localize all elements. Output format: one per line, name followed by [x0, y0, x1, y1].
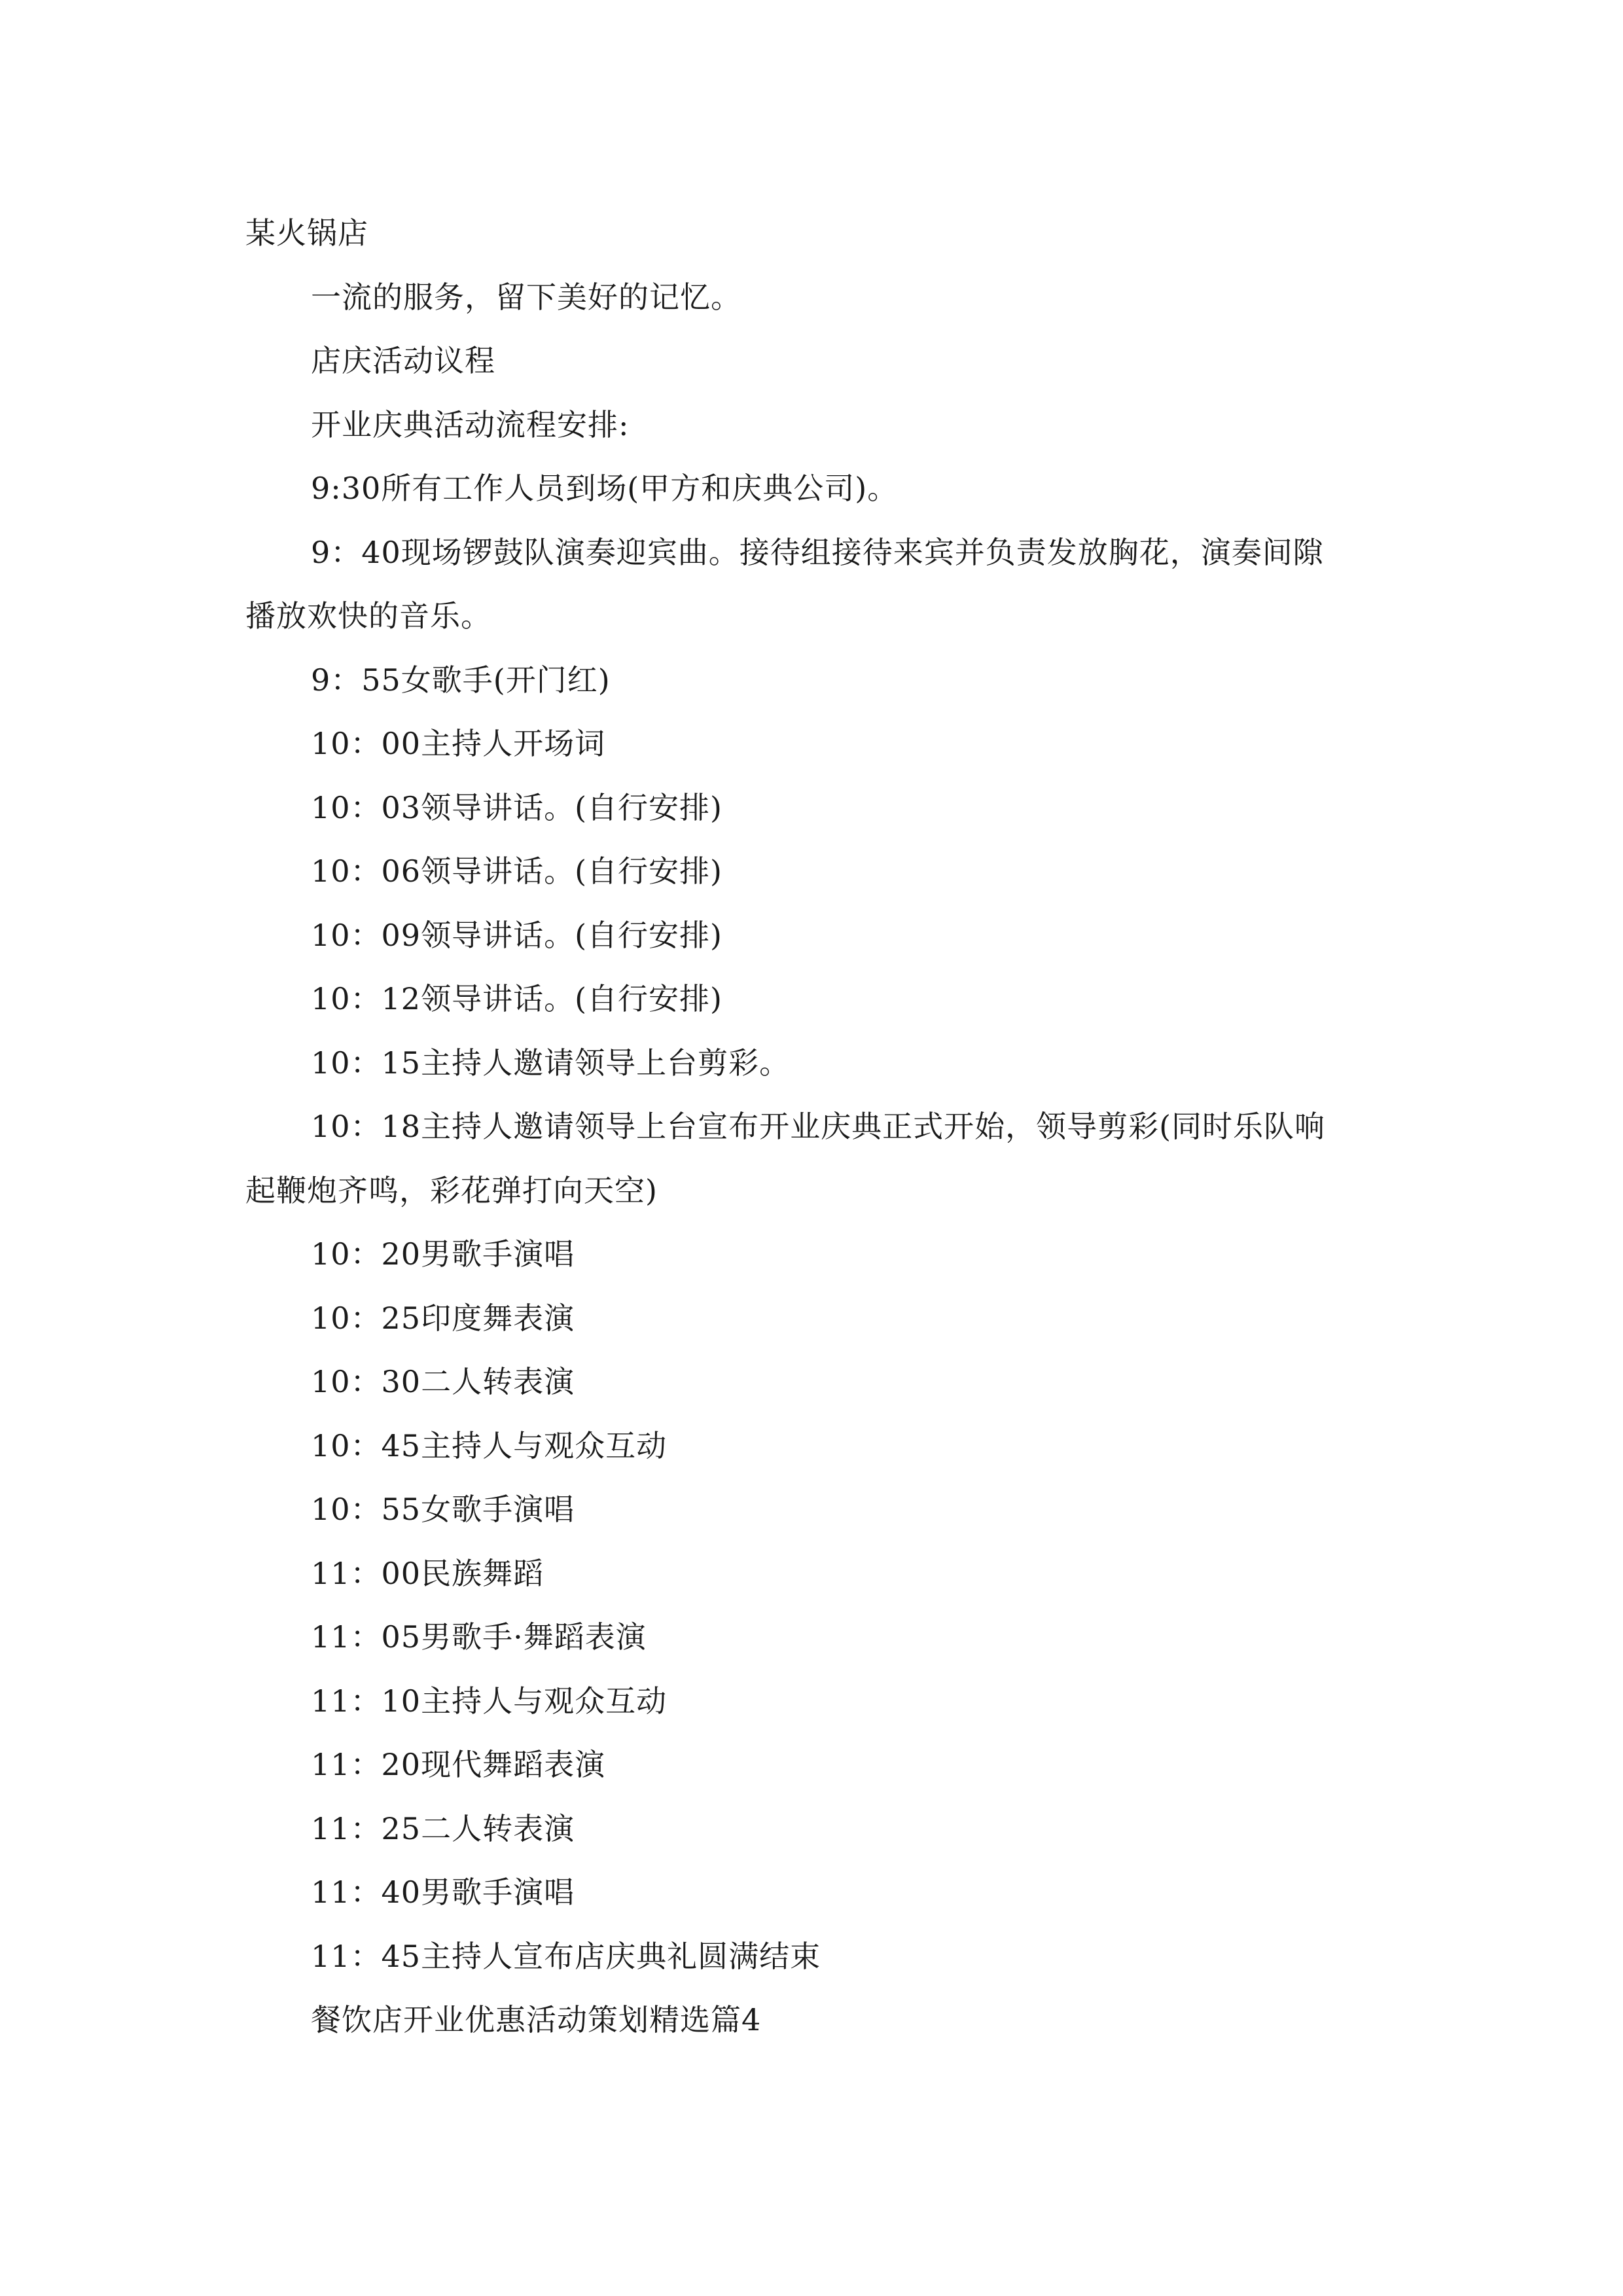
agenda-item: 10：30二人转表演: [311, 1364, 575, 1399]
agenda-item: 10：09领导讲话。(自行安排): [311, 917, 722, 953]
agenda-item: 10：12领导讲话。(自行安排): [311, 981, 722, 1016]
agenda-item: 10：25印度舞表演: [311, 1300, 575, 1336]
agenda-item: 11：00民族舞蹈: [311, 1555, 544, 1591]
agenda-heading: 店庆活动议程: [311, 343, 495, 378]
agenda-item: 10：20男歌手演唱: [311, 1236, 575, 1272]
agenda-item: 9：40现场锣鼓队演奏迎宾曲。接待组接待来宾并负责发放胸花，演奏间隙: [311, 534, 1324, 570]
agenda-item: 9：55女歌手(开门红): [311, 662, 611, 698]
agenda-item: 10：03领导讲话。(自行安排): [311, 789, 722, 825]
agenda-item: 11：10主持人与观众互动: [311, 1683, 668, 1719]
agenda-item: 11：40男歌手演唱: [311, 1874, 575, 1910]
agenda-item: 11：25二人转表演: [311, 1810, 575, 1846]
agenda-item: 10：15主持人邀请领导上台剪彩。: [311, 1045, 791, 1081]
next-section-heading: 餐饮店开业优惠活动策划精选篇4: [311, 2002, 762, 2037]
agenda-item: 11：20现代舞蹈表演: [311, 1747, 606, 1782]
agenda-item-continuation: 播放欢快的音乐。: [245, 598, 491, 634]
agenda-item: 10：45主持人与观众互动: [311, 1427, 668, 1463]
agenda-item-continuation: 起鞭炮齐鸣，彩花弹打向天空): [245, 1172, 658, 1208]
document-body: [245, 202, 1387, 2053]
agenda-item: 10：06领导讲话。(自行安排): [311, 853, 722, 889]
agenda-item: 10：55女歌手演唱: [311, 1492, 575, 1527]
flow-heading: 开业庆典活动流程安排:: [311, 406, 630, 442]
agenda-item: 10：18主持人邀请领导上台宣布开业庆典正式开始，领导剪彩(同时乐队响: [311, 1109, 1326, 1144]
slogan: 一流的服务，留下美好的记忆。: [311, 279, 741, 315]
agenda-item: 9:30所有工作人员到场(甲方和庆典公司)。: [311, 471, 899, 506]
agenda-item: 10：00主持人开场词: [311, 726, 606, 761]
agenda-item: 11：45主持人宣布店庆典礼圆满结束: [311, 1938, 821, 1974]
agenda-item: 11：05男歌手·舞蹈表演: [311, 1619, 647, 1655]
store-name: 某火锅店: [245, 215, 368, 251]
